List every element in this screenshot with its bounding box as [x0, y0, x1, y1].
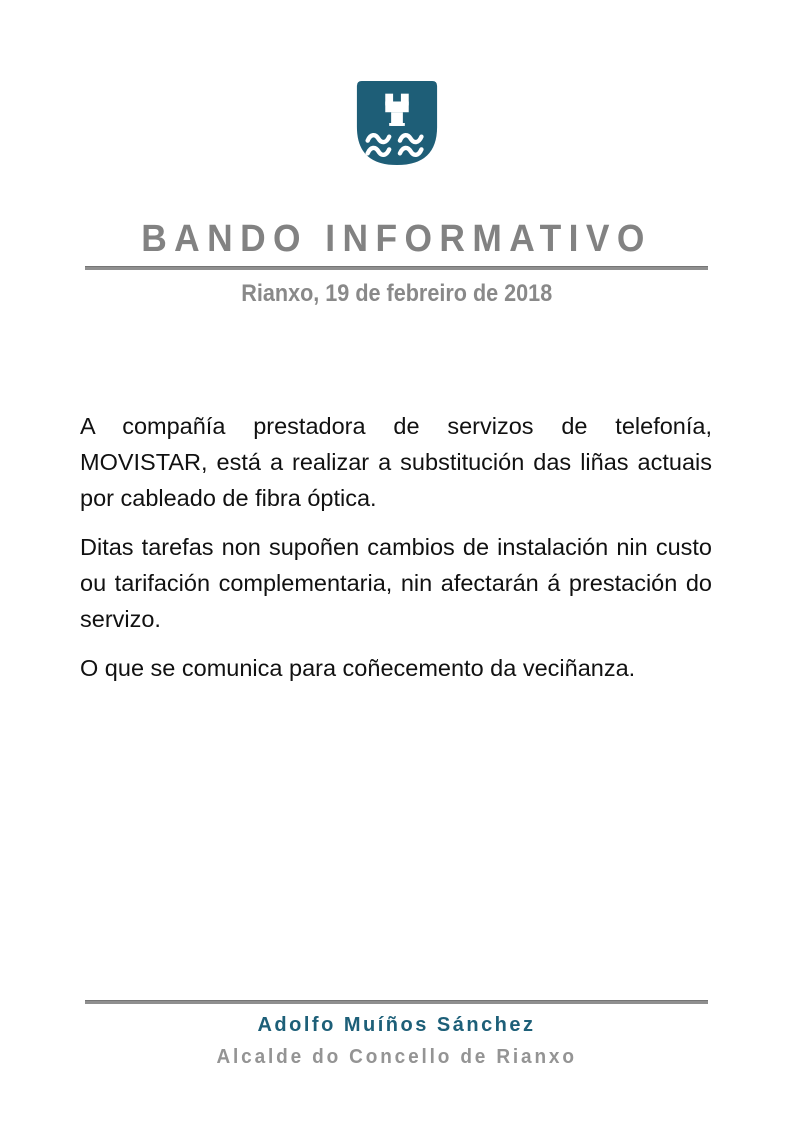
- body-text-block: [80, 408, 712, 699]
- signer-role: [0, 1044, 793, 1070]
- footer-divider-rule: [85, 1000, 708, 1004]
- date-line-text: Rianxo, 19 de febreiro de 2018: [241, 280, 552, 307]
- signer-name: Adolfo Muíños Sánchez: [257, 1014, 536, 1036]
- paragraph-no-cost: Ditas tarefas non supoñen cambios de instalación nin custo ou tarifación complementaria, nin afectarán á prestación do servizo.: [80, 534, 712, 632]
- concello-rianxo-crest-logo: [353, 78, 441, 173]
- page-title-text: BANDO INFORMATIVO: [141, 218, 652, 260]
- signer-role-text: Alcalde do Concello de Rianxo: [216, 1046, 577, 1068]
- page-title: [0, 218, 793, 260]
- shield-crest-icon: [353, 78, 441, 168]
- title-divider-rule: [85, 266, 708, 270]
- paragraph-movistar-fibre: A compañía prestadora de servizos de telefonía, MOVISTAR, está a realizar a substitución das liñas actuais por cableado de fibra óptica.: [80, 413, 712, 511]
- date-line: [0, 280, 793, 308]
- paragraph-closing: O que se comunica para coñecemento da veciñanza.: [80, 655, 636, 681]
